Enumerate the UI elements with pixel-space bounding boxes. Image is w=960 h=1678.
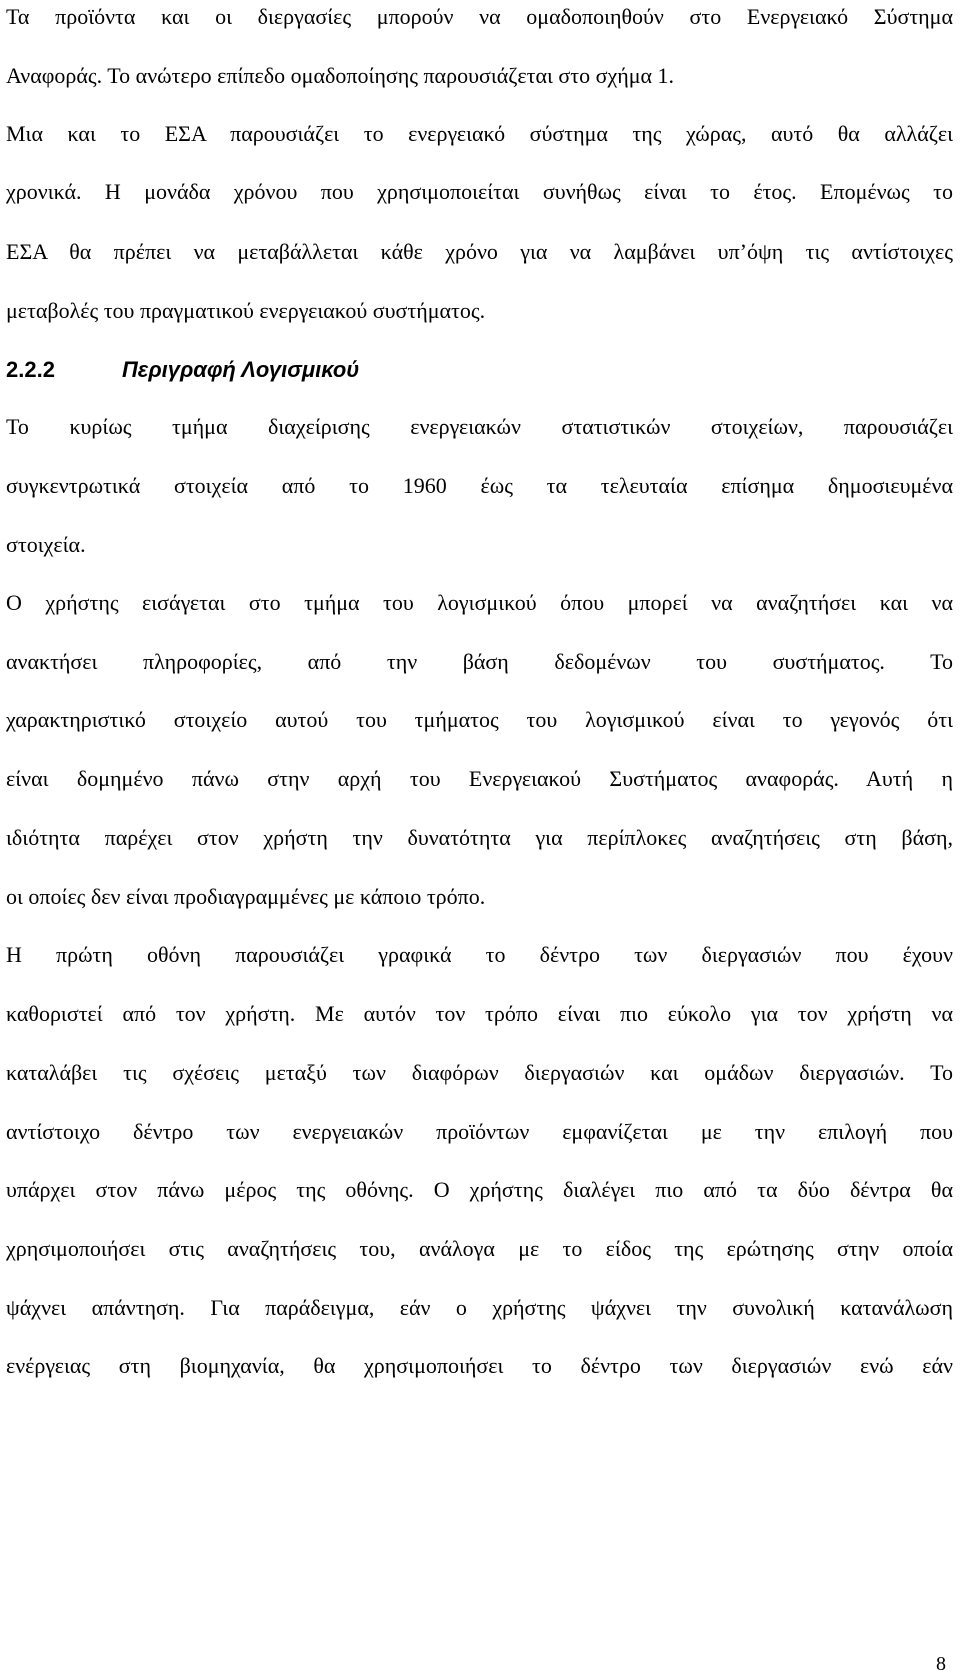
paragraph-1-line-1: Τα προϊόντα και οι διεργασίες μπορούν να ομαδοποιηθούν στο Ενεργειακό Σύστημα	[6, 4, 953, 29]
paragraph-4-line-7: ψάχνει απάντηση. Για παράδειγμα, εάν ο χρήστης ψάχνει την συνολική κατανάλωση	[6, 1295, 953, 1320]
paragraph-3-line-1: Ο χρήστης εισάγεται στο τμήμα του λογισμικού όπου μπορεί να αναζητήσει και να	[6, 590, 953, 615]
paragraph-3-line-4: είναι δομημένο πάνω στην αρχή του Ενεργειακού Συστήματος αναφοράς. Αυτή η	[6, 766, 953, 791]
paragraph-1-line-2: Αναφοράς. Το ανώτερο επίπεδο ομαδοποίησης παρουσιάζεται στο σχήμα 1.	[6, 63, 675, 88]
paragraph-1-line-6: μεταβολές του πραγματικού ενεργειακού συστήματος.	[6, 298, 486, 323]
paragraph-2-line-2: συγκεντρωτικά στοιχεία από το 1960 έως τα τελευταία επίσημα δημοσιευμένα	[6, 473, 953, 498]
paragraph-3-line-3: χαρακτηριστικό στοιχείο αυτού του τμήματος του λογισμικού είναι το γεγονός ότι	[6, 707, 953, 732]
paragraph-4-line-4: αντίστοιχο δέντρο των ενεργειακών προϊόντων εμφανίζεται με την επιλογή που	[6, 1119, 953, 1144]
paragraph-2-line-1: Το κυρίως τμήμα διαχείρισης ενεργειακών στατιστικών στοιχείων, παρουσιάζει	[6, 414, 953, 439]
section-title: Περιγραφή Λογισμικού	[122, 357, 360, 382]
paragraph-4-line-5: υπάρχει στον πάνω μέρος της οθόνης. Ο χρήστης διαλέγει πιο από τα δύο δέντρα θα	[6, 1177, 953, 1202]
paragraph-2-line-3: στοιχεία.	[6, 532, 86, 557]
paragraph-4-line-3: καταλάβει τις σχέσεις μεταξύ των διαφόρων διεργασιών και ομάδων διεργασιών. Το	[6, 1060, 953, 1085]
paragraph-4-line-8: ενέργειας στη βιομηχανία, θα χρησιμοποιήσει το δέντρο των διεργασιών ενώ εάν	[6, 1353, 953, 1378]
paragraph-1-line-4: χρονικά. Η μονάδα χρόνου που χρησιμοποιείται συνήθως είναι το έτος. Επομένως το	[6, 179, 953, 204]
paragraph-4-line-2: καθοριστεί από τον χρήστη. Με αυτόν τον τρόπο είναι πιο εύκολο για τον χρήστη να	[6, 1001, 953, 1026]
paragraph-3-line-2: ανακτήσει πληροφορίες, από την βάση δεδομένων του συστήματος. Το	[6, 649, 953, 674]
section-heading	[6, 355, 359, 385]
page-number: 8	[936, 1653, 946, 1675]
paragraph-3-line-5: ιδιότητα παρέχει στον χρήστη την δυνατότητα για περίπλοκες αναζητήσεις στη βάση,	[6, 825, 953, 850]
paragraph-3-line-6: οι οποίες δεν είναι προδιαγραμμένες με κάποιο τρόπο.	[6, 884, 486, 909]
paragraph-4-line-1: Η πρώτη οθόνη παρουσιάζει γραφικά το δέντρο των διεργασιών που έχουν	[6, 942, 953, 967]
paragraph-1-line-5: ΕΣΑ θα πρέπει να μεταβάλλεται κάθε χρόνο για να λαμβάνει υπ’όψη τις αντίστοιχες	[6, 239, 953, 264]
section-number: 2.2.2	[6, 357, 55, 382]
paragraph-1-line-3: Μια και το ΕΣΑ παρουσιάζει το ενεργειακό σύστημα της χώρας, αυτό θα αλλάζει	[6, 121, 953, 146]
paragraph-4-line-6: χρησιμοποιήσει στις αναζητήσεις του, ανάλογα με το είδος της ερώτησης στην οποία	[6, 1236, 953, 1261]
